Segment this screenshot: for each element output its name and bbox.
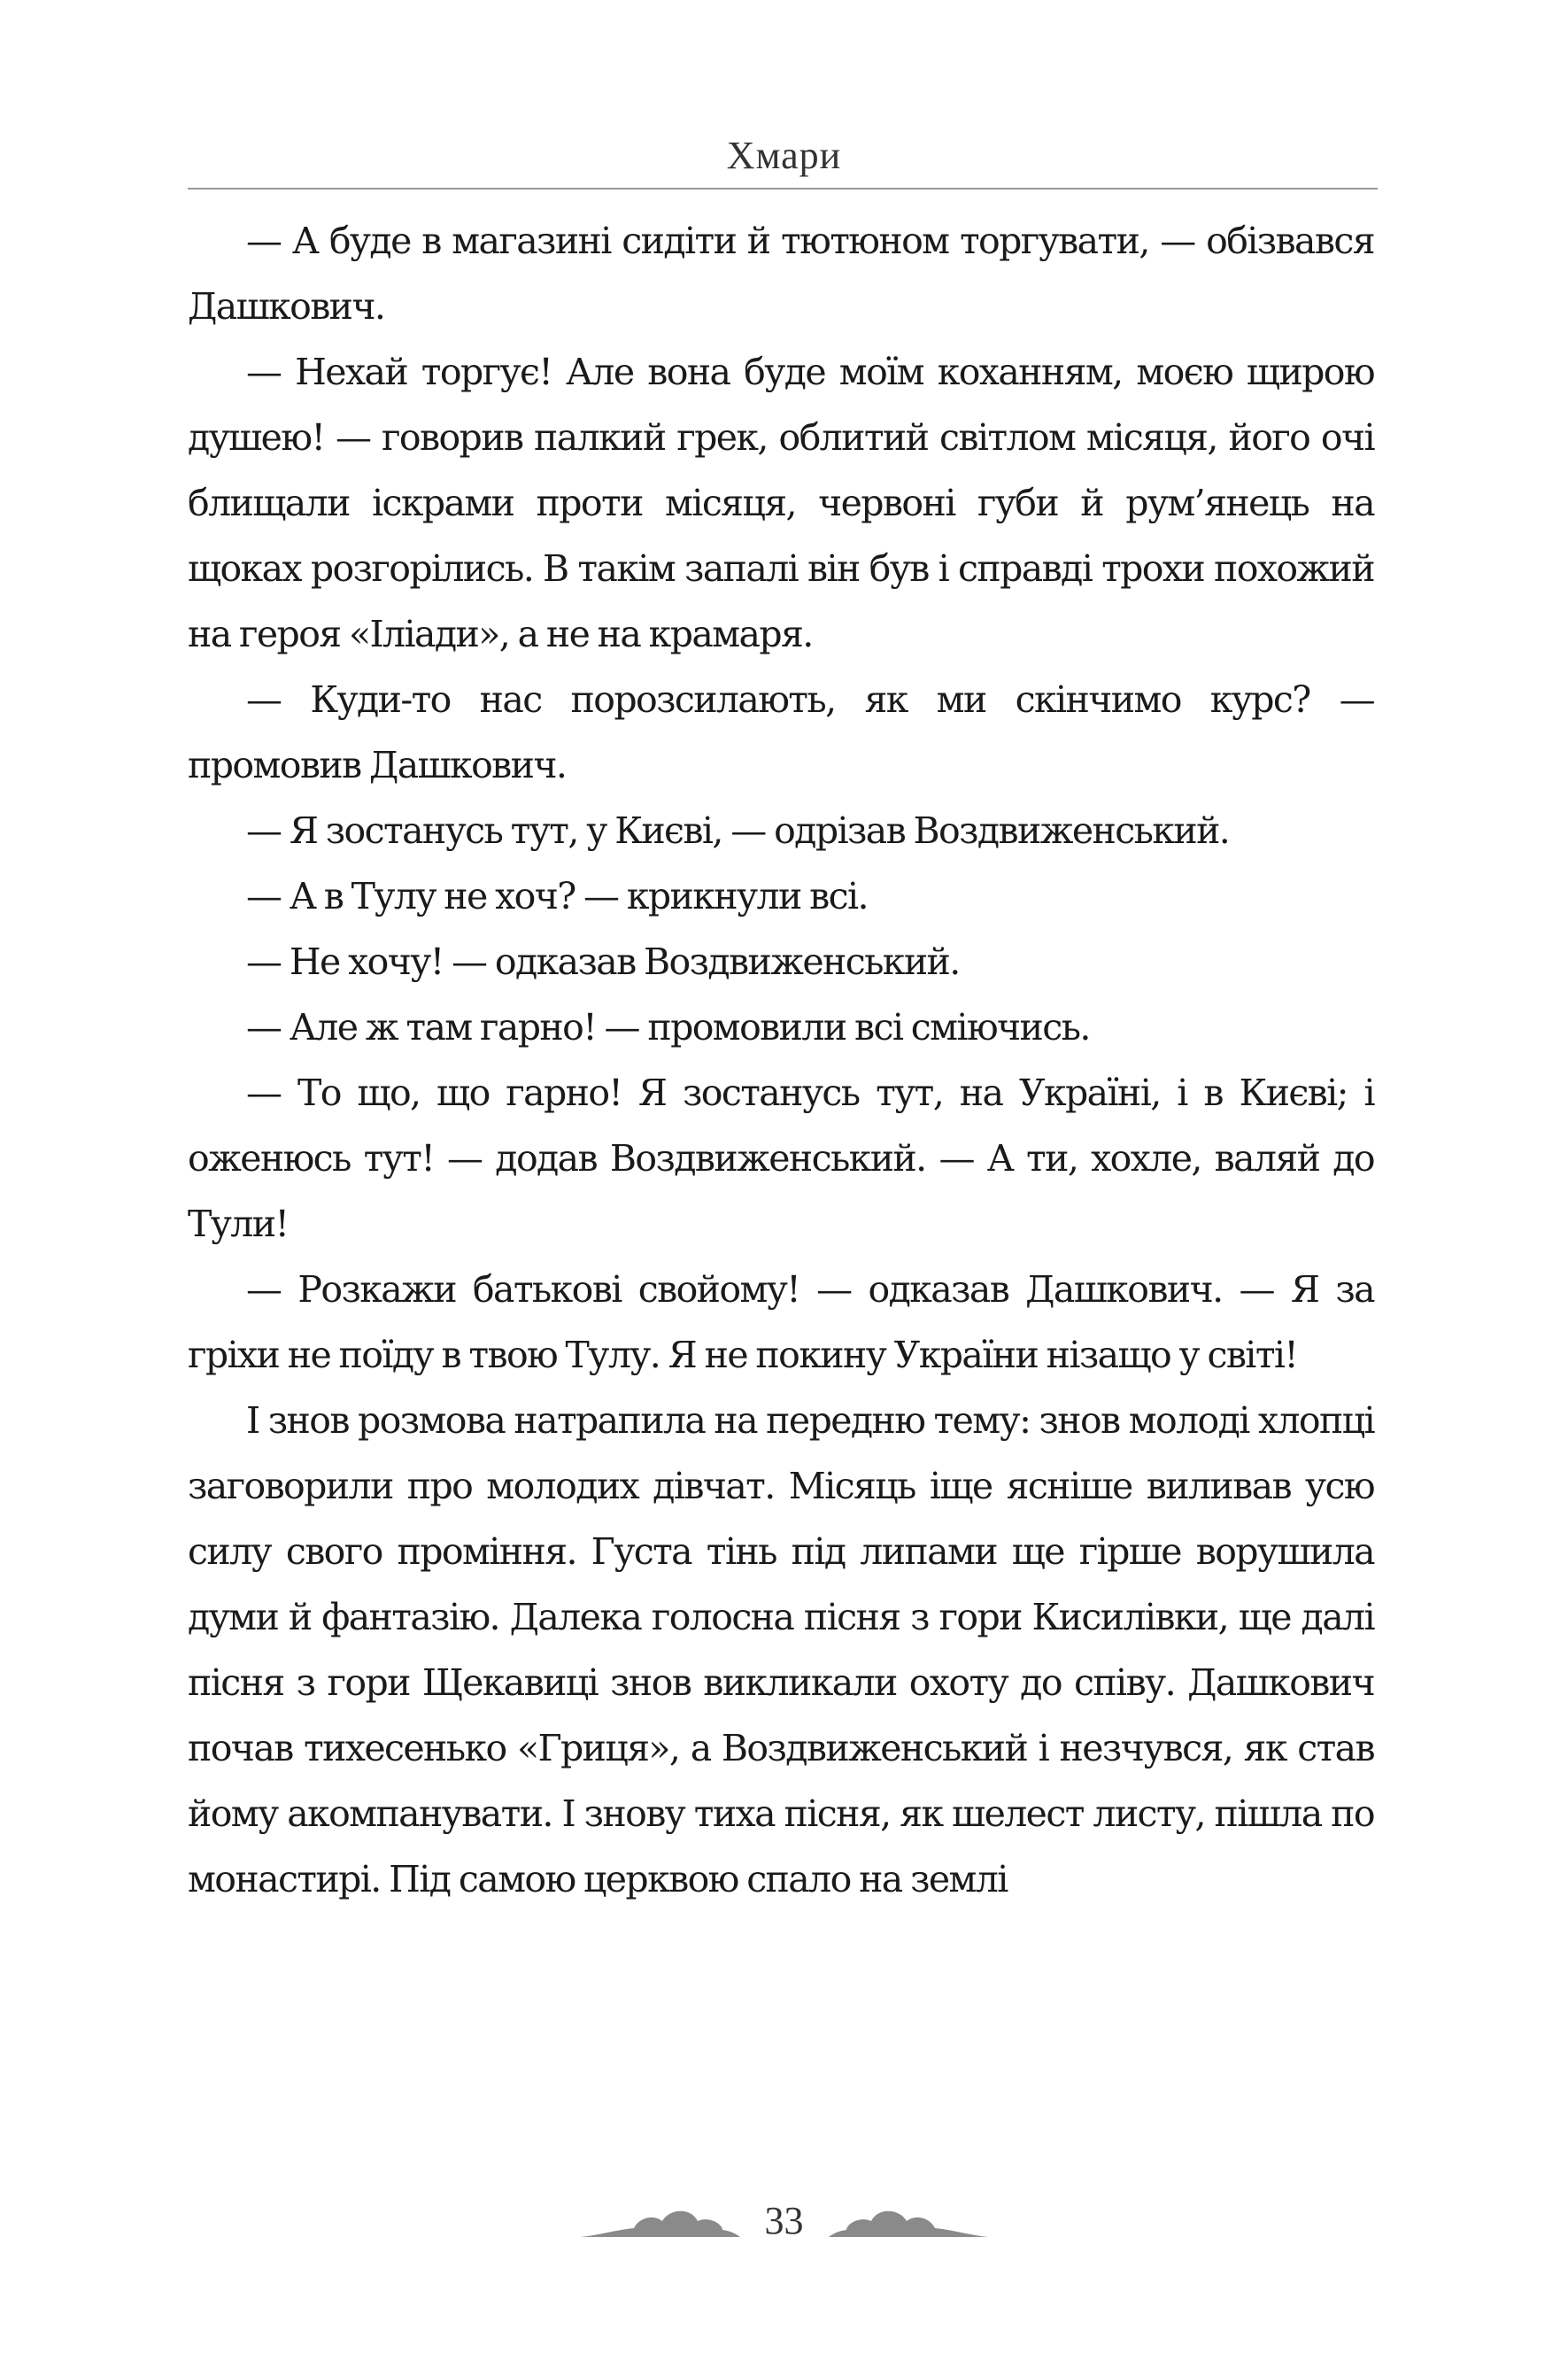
paragraph: — Не хочу! — одказав Воздвиженський. — [246, 940, 960, 983]
paragraph: — Куди-то нас порозсилають, як ми скінчимо курс? — промовив Дашкович. — [188, 678, 1374, 786]
paragraph: — То що, що гарно! Я зостанусь тут, на Україні, і в Києві; і оженюсь тут! — додав Воздвиженський. — А ти, хохле, валяй до Тули! — [188, 1072, 1374, 1245]
paragraph: — Але ж там гарно! — промовили всі сміючись. — [246, 1006, 1090, 1049]
cloud-ornament-icon — [829, 2203, 988, 2239]
paragraph: — Розкажи батькові свойому! — одказав Дашкович. — Я за гріхи не поїду в твою Тулу. Я не покину України нізащо у світі! — [188, 1268, 1374, 1376]
paragraph: І знов розмова натрапила на передню тему: знов молоді хлопці заговорили про молодих дівчат. Місяць іще ясніше виливав усю силу свого проміння. Густа тінь під липами ще гірше ворушила думи й фантазію. Далека голосна пісня з гори Кисилівки, ще далі пісня з гори Щекавиці знов викликали охоту до співу. Дашкович почав тихесенько «Гриця», а Воздвиженський і незчувся, як став йому акомпанувати. І знову тиха пісня, як шелест листу, пішла по монастирі. Під самою церквою спало на землі — [188, 1399, 1374, 1900]
running-header: Хмари — [726, 134, 842, 177]
cloud-ornament-icon — [581, 2203, 740, 2239]
paragraph: — А в Тулу не хоч? — крикнули всі. — [246, 875, 868, 917]
page-number: 33 — [764, 2199, 804, 2242]
page-footer — [0, 2194, 1568, 2248]
header-rule — [188, 188, 1378, 190]
paragraph: — Нехай торгує! Але вона буде моїм коханням, моєю щирою душею! — говорив палкий грек, облитий світлом місяця, його очі блищали іскрами проти місяця, червоні губи й рум’янець на щоках розгорілись. В такім запалі він був і справді трохи похожий на героя «Іліади», а не на крамаря. — [188, 351, 1374, 655]
body-text — [188, 208, 1374, 1912]
paragraph: — А буде в магазині сидіти й тютюном торгувати, — обізвався Дашкович. — [188, 220, 1374, 328]
paragraph: — Я зостанусь тут, у Києві, — одрізав Воздвиженський. — [246, 809, 1230, 852]
